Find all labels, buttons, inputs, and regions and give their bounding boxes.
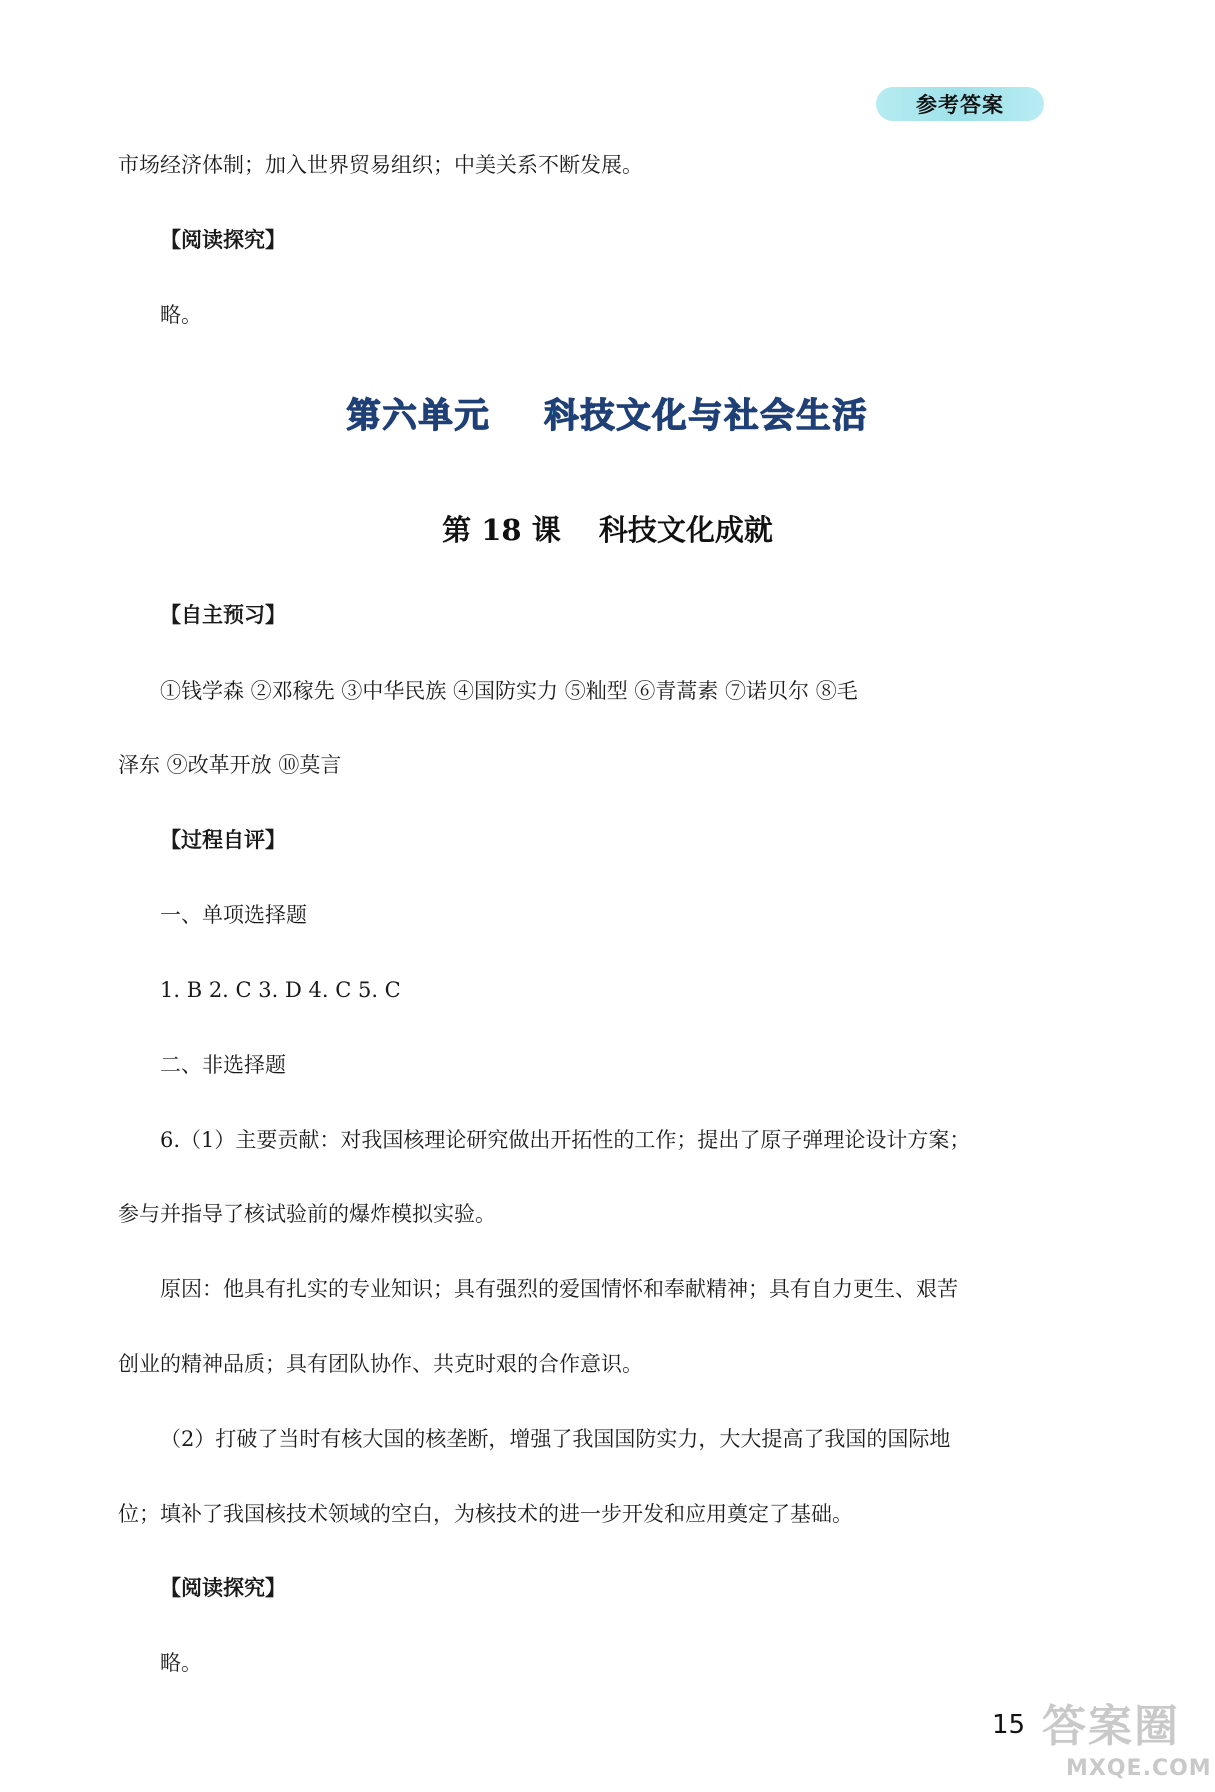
part2-title: 二、非选择题 (160, 1053, 286, 1077)
process-eval-heading: 【过程自评】 (160, 828, 286, 852)
lesson-name: 科技文化成就 (598, 513, 773, 547)
unit-name: 科技文化与社会生活 (544, 396, 869, 436)
self-study-answers-line1: ①钱学森 ②邓稼先 ③中华民族 ④国防实力 ⑤籼型 ⑥青蒿素 ⑦诺贝尔 ⑧毛 (160, 679, 858, 703)
part1-answers: 1. B 2. C 3. D 4. C 5. C (160, 978, 401, 1002)
lesson-number: 第 18 课 (442, 513, 561, 547)
part1-title: 一、单项选择题 (160, 903, 307, 927)
self-study-answers-line2: 泽东 ⑨改革开放 ⑩莫言 (118, 753, 342, 777)
reading-answer: 略。 (160, 1651, 202, 1675)
watermark-url: MXQE.COM (1066, 1756, 1212, 1781)
answer-key-badge: 参考答案 (876, 87, 1044, 121)
continued-text: 市场经济体制；加入世界贸易组织；中美关系不断发展。 (118, 153, 643, 177)
q6-reason-line2: 创业的精神品质；具有团队协作、共克时艰的合作意识。 (118, 1352, 643, 1376)
q6-2-line1: （2）打破了当时有核大国的核垄断，增强了我国国防实力，大大提高了我国的国际地 (160, 1427, 951, 1451)
q6-line2: 参与并指导了核试验前的爆炸模拟实验。 (118, 1202, 496, 1226)
q6-line1: 6.（1）主要贡献：对我国核理论研究做出开拓性的工作；提出了原子弹理论设计方案； (160, 1128, 971, 1152)
q6-2-line2: 位；填补了我国核技术领域的空白，为核技术的进一步开发和应用奠定了基础。 (118, 1502, 853, 1526)
page-number: 15 (992, 1710, 1026, 1740)
self-study-heading: 【自主预习】 (160, 603, 286, 627)
lesson-title (0, 508, 1215, 549)
unit-title (0, 388, 1215, 437)
reading-heading: 【阅读探究】 (160, 1576, 286, 1600)
q6-reason-line1: 原因：他具有扎实的专业知识；具有强烈的爱国情怀和奉献精神；具有自力更生、艰苦 (160, 1277, 958, 1301)
unit-number: 第六单元 (346, 396, 491, 436)
watermark-logo: 答案圈 (1042, 1701, 1180, 1752)
reading-heading-top: 【阅读探究】 (160, 228, 286, 252)
reading-answer-top: 略。 (160, 303, 202, 327)
